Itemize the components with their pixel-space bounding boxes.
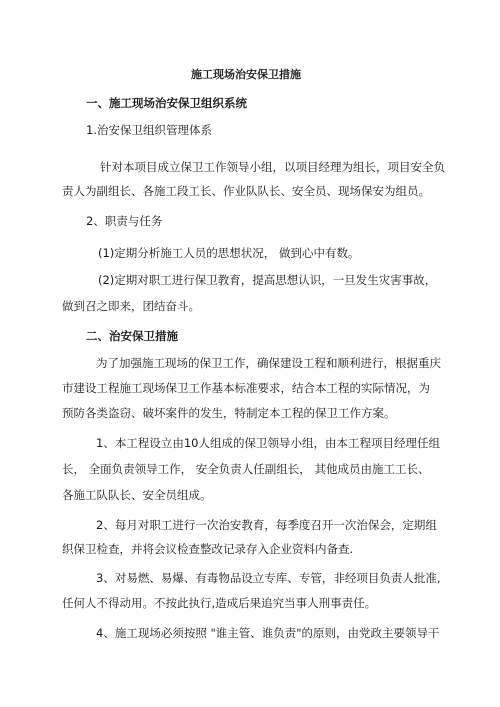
duty-item-1: (1)定期分析施工人员的思想状况， 做到心中有数。 — [98, 246, 360, 260]
section1-paragraph-line: 针对本项目成立保卫工作领导小组，以项目经理为组长，项目安全负 — [100, 160, 445, 174]
duty-item-2-line: (2)定期对职工进行保卫教育，提高思想认识，一旦发生灾害事故， — [98, 273, 437, 287]
measure-2-line: 2、每月对职工进行一次治安教育，每季度召开一次治保会，定期组 — [96, 518, 437, 532]
section1-subheading-1: 1.治安保卫组织管理体系 — [86, 123, 212, 137]
measure-3-line: 3、对易燃、易爆、有毒物品设立专库、专管，非经项目负责人批准, — [96, 571, 441, 585]
section2-paragraph-line: 为了加强施工现场的保卫工作，确保建设工程和顺利进行，根据重庆 — [96, 356, 441, 370]
measure-1-line: 长， 全面负责领导工作， 安全负责人任副组长， 其他成员由施工工长、 — [62, 462, 430, 476]
measure-1-line: 1、本工程设立由10人组成的保卫领导小组，由本工程项目经理任组 — [96, 436, 440, 450]
document-title: 施工现场治安保卫措施 — [191, 68, 301, 81]
measure-2-line: 织保卫检查，并将会议检查整改记录存入企业资料内备查. — [62, 542, 354, 556]
section2-paragraph-line: 预防各类盗窃、破坏案件的发生，特制定本工程的保卫工作方案。 — [62, 406, 396, 420]
section1-subheading-2: 2、职责与任务 — [86, 214, 163, 228]
measure-1-line: 各施工队队长、安全员组成。 — [62, 488, 212, 502]
section1-paragraph-line: 责人为副组长、各施工段工长、作业队队长、安全员、现场保安为组员。 — [62, 184, 430, 198]
duty-item-2-line: 做到召之即来，团结奋斗。 — [62, 299, 200, 313]
section1-heading: 一、施工现场治安保卫组织系统 — [86, 96, 247, 110]
section2-heading: 二、治安保卫措施 — [86, 329, 178, 343]
section2-paragraph-line: 市建设工程施工现场保卫工作基本标准要求，结合本工程的实际情况，为 — [62, 381, 430, 395]
measure-4-line: 4、施工现场必须按照 "谁主管、谁负责"的原则，由党政主要领导干 — [96, 626, 440, 640]
measure-3-line: 任何人不得动用。不按此执行,造成后果追究当事人刑事责任。 — [62, 596, 377, 610]
